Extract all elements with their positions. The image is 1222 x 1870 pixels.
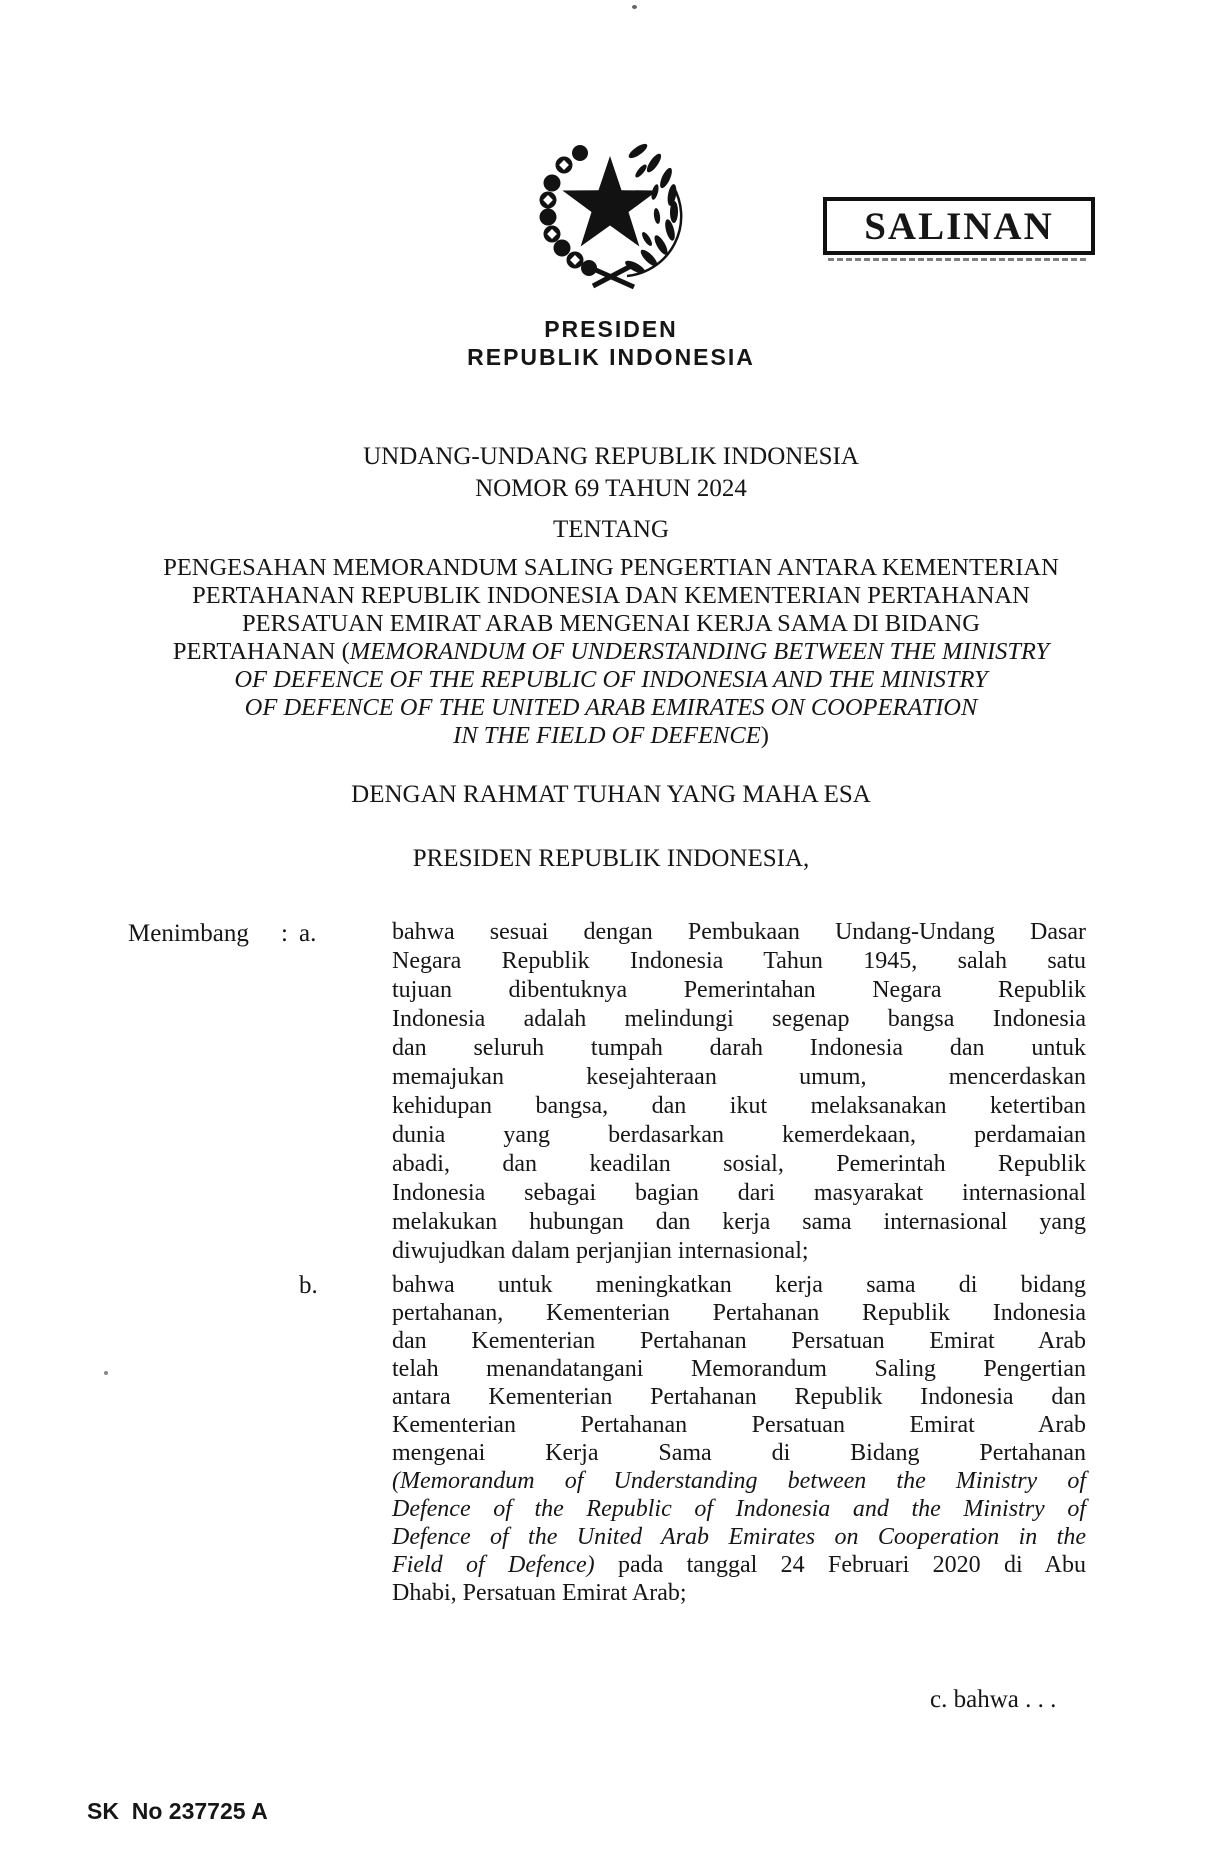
text-line: [392, 1034, 1086, 1063]
text-line: [0, 610, 1222, 638]
law-title-heading: UNDANG-UNDANG REPUBLIK INDONESIA: [363, 443, 859, 470]
text-segment: PERTAHANAN REPUBLIK INDONESIA DAN KEMENTERIAN PERTAHANAN: [192, 582, 1030, 609]
invocation-line: DENGAN RAHMAT TUHAN YANG MAHA ESA: [351, 781, 871, 808]
salinan-copy-stamp: [823, 197, 1095, 255]
text-line: [392, 918, 1086, 947]
text-line: [392, 1467, 1086, 1495]
text-segment: bahwa untuk meningkatkan kerja sama di bidang: [392, 1272, 1086, 1298]
text-segment: melakukan hubungan dan kerja sama internasional yang: [392, 1209, 1086, 1235]
text-segment: Negara Republik Indonesia Tahun 1945, salah satu: [392, 948, 1086, 974]
text-line: [392, 947, 1086, 976]
law-subject-block: [0, 554, 1222, 750]
text-segment: PERTAHANAN (: [172, 638, 350, 665]
text-segment: bahwa sesuai dengan Pembukaan Undang-Undang Dasar: [392, 919, 1086, 945]
text-segment: antara Kementerian Pertahanan Republik Indonesia dan: [392, 1384, 1086, 1410]
text-line: [392, 1092, 1086, 1121]
tentang-heading: TENTANG: [552, 516, 670, 543]
text-segment: Indonesia adalah melindungi segenap bangsa Indonesia: [392, 1006, 1086, 1032]
text-line: [392, 1150, 1086, 1179]
menimbang-label: Menimbang: [128, 920, 249, 947]
text-line: [0, 638, 1222, 666]
text-segment: tujuan dibentuknya Pemerintahan Negara Republik: [392, 977, 1086, 1003]
text-segment: abadi, dan keadilan sosial, Pemerintah Republik: [392, 1151, 1086, 1177]
italic-text-segment: Defence of the Republic of Indonesia and the Ministry of: [392, 1496, 1086, 1522]
sk-number-footer-code: SK No 237725 A: [87, 1798, 268, 1824]
consideration-item-letter-a: a.: [299, 920, 317, 947]
star-wreath-national-emblem-icon: [523, 126, 693, 296]
letterhead-republik-indonesia: REPUBLIK INDONESIA: [467, 344, 755, 370]
italic-text-segment: Defence of the United Arab Emirates on Cooperation in the: [392, 1524, 1086, 1550]
text-segment: PENGESAHAN MEMORANDUM SALING PENGERTIAN ANTARA KEMENTERIAN: [163, 554, 1059, 581]
text-line: [392, 1551, 1086, 1579]
consideration-item-letter-b: b.: [299, 1272, 318, 1299]
text-segment: diwujudkan dalam perjanjian internasional;: [392, 1238, 809, 1264]
text-line: [392, 1063, 1086, 1092]
consideration-paragraph-a: [392, 918, 1086, 1266]
text-line: [0, 582, 1222, 610]
text-line: [0, 554, 1222, 582]
text-line: [0, 694, 1222, 722]
text-segment: dan seluruh tumpah darah Indonesia dan untuk: [392, 1035, 1086, 1061]
text-segment: telah menandatangani Memorandum Saling Pengertian: [392, 1356, 1086, 1382]
text-segment: Indonesia sebagai bagian dari masyarakat internasional: [392, 1180, 1086, 1206]
text-segment: dunia yang berdasarkan kemerdekaan, perdamaian: [392, 1122, 1086, 1148]
text-segment: dan Kementerian Pertahanan Persatuan Emirat Arab: [392, 1328, 1086, 1354]
text-line: [0, 722, 1222, 750]
text-line: [392, 1237, 1086, 1266]
text-line: [392, 1439, 1086, 1467]
text-segment: PERSATUAN EMIRAT ARAB MENGENAI KERJA SAMA DI BIDANG: [241, 610, 980, 637]
italic-text-segment: OF DEFENCE OF THE REPUBLIC OF INDONESIA AND THE MINISTRY: [234, 666, 988, 693]
text-line: [392, 1579, 1086, 1607]
text-line: [392, 1121, 1086, 1150]
text-line: [392, 1383, 1086, 1411]
letterhead-presiden: PRESIDEN: [544, 316, 678, 342]
text-segment: pertahanan, Kementerian Pertahanan Republik Indonesia: [392, 1300, 1086, 1326]
text-line: [392, 1495, 1086, 1523]
italic-text-segment: MEMORANDUM OF UNDERSTANDING BETWEEN THE MINISTRY: [349, 638, 1050, 665]
text-line: [392, 1299, 1086, 1327]
text-line: [392, 1523, 1086, 1551]
text-line: [392, 1208, 1086, 1237]
italic-text-segment: IN THE FIELD OF DEFENCE: [453, 722, 761, 749]
salinan-stamp-label: SALINAN: [864, 204, 1054, 248]
italic-text-segment: (Memorandum of Understanding between the Ministry of: [392, 1468, 1086, 1494]
text-line: [392, 1411, 1086, 1439]
text-line: [392, 976, 1086, 1005]
salinan-stamp-underline-artifact: [828, 258, 1086, 261]
text-segment: Dhabi, Persatuan Emirat Arab;: [392, 1580, 687, 1606]
text-segment: kehidupan bangsa, dan ikut melaksanakan ketertiban: [392, 1093, 1086, 1119]
text-line: [392, 1271, 1086, 1299]
page-catchword: c. bahwa . . .: [930, 1686, 1057, 1713]
text-line: [392, 1327, 1086, 1355]
italic-text-segment: Field of Defence): [392, 1552, 595, 1578]
italic-text-segment: OF DEFENCE OF THE UNITED ARAB EMIRATES ON COOPERATION: [244, 694, 978, 721]
menimbang-colon: :: [281, 920, 288, 947]
scan-speck: [104, 1371, 108, 1375]
text-line: [392, 1005, 1086, 1034]
text-line: [392, 1179, 1086, 1208]
text-segment: mengenai Kerja Sama di Bidang Pertahanan: [392, 1440, 1086, 1466]
text-line: [392, 1355, 1086, 1383]
text-line: [0, 666, 1222, 694]
text-segment: Kementerian Pertahanan Persatuan Emirat Arab: [392, 1412, 1086, 1438]
scan-speck: [632, 5, 637, 9]
consideration-paragraph-b: [392, 1271, 1086, 1607]
text-segment: pada tanggal 24 Februari 2020 di Abu: [594, 1552, 1086, 1578]
text-segment: ): [760, 722, 769, 749]
authority-line: PRESIDEN REPUBLIK INDONESIA,: [412, 845, 810, 872]
text-segment: memajukan kesejahteraan umum, mencerdaskan: [392, 1064, 1086, 1090]
law-number-heading: NOMOR 69 TAHUN 2024: [475, 475, 747, 502]
